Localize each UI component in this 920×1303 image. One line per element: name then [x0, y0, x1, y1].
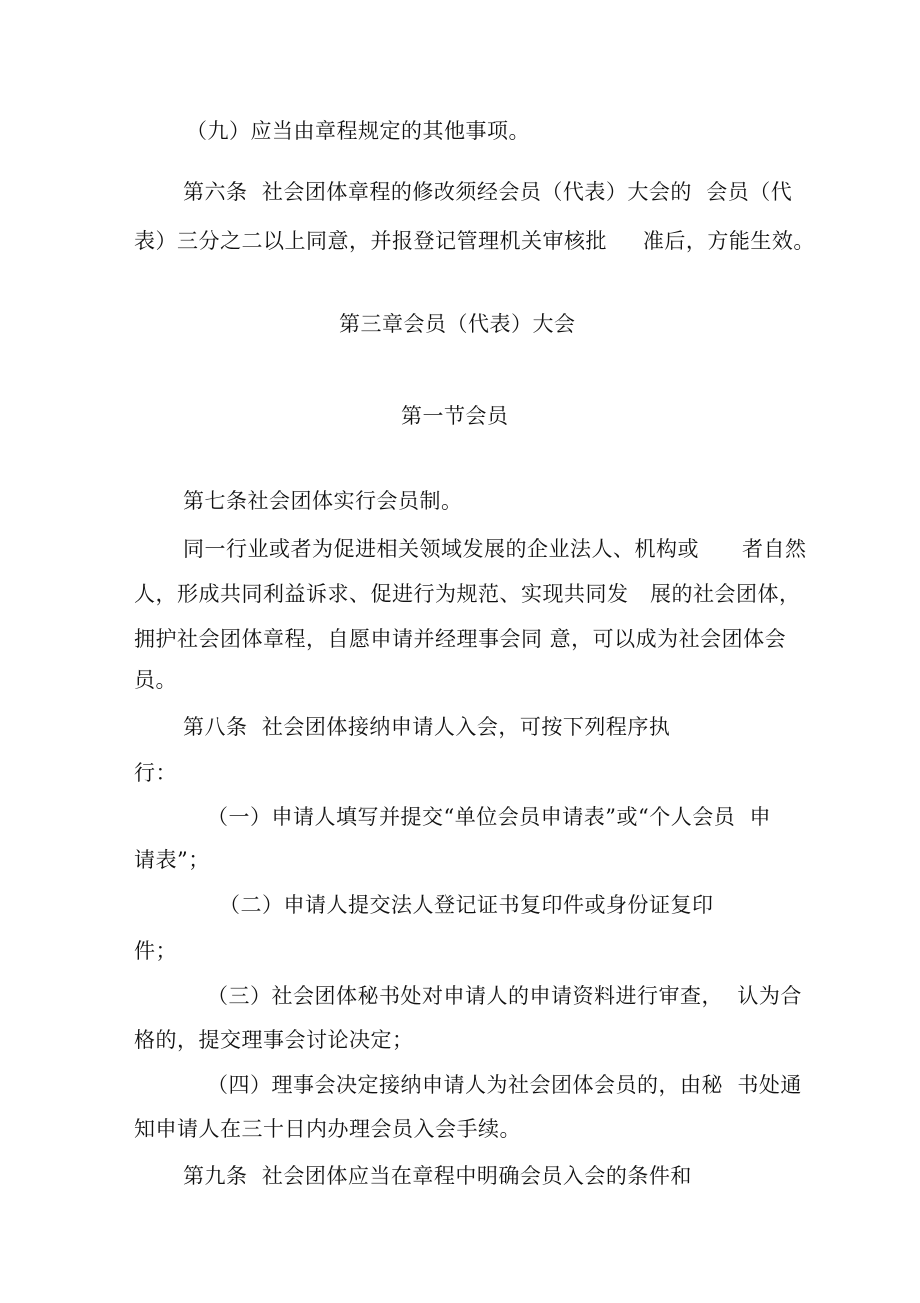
section-heading: 第一节会员: [401, 404, 509, 428]
article-eight-line-2: 行：: [134, 761, 177, 785]
article-six-line-2: 表）三分之二以上同意，并报登记管理机关审核批 准后，方能生效。: [134, 229, 815, 253]
article-eight-line-1: 第八条 社会团体接纳申请人入会，可按下列程序执: [183, 715, 671, 739]
membership-para-line-3: 拥护社会团体章程，自愿申请并经理事会同 意，可以成为社会团体会: [134, 627, 787, 651]
membership-para-line-4: 员。: [134, 668, 177, 692]
step-two-line-1: （二）申请人提交法人登记证书复印件或身份证复印: [219, 893, 714, 917]
membership-para-line-2: 人，形成共同利益诉求、促进行为规范、实现共同发 展的社会团体，: [134, 582, 801, 606]
step-one-line-2: 请表”；: [134, 848, 210, 872]
item-nine: （九）应当由章程规定的其他事项。: [186, 119, 530, 143]
step-three-line-1: （三）社会团体秘书处对申请人的申请资料进行审查， 认为合: [207, 984, 802, 1008]
membership-para-line-1: 同一行业或者为促进相关领域发展的企业法人、机构或 者自然: [183, 537, 807, 561]
step-three-line-2: 格的，提交理事会讨论决定；: [134, 1028, 414, 1052]
step-one-line-1: （一）申请人填写并提交“单位会员申请表”或“个人会员 申: [207, 805, 772, 829]
article-nine: 第九条 社会团体应当在章程中明确会员入会的条件和: [183, 1164, 692, 1188]
chapter-heading: 第三章会员（代表）大会: [339, 312, 576, 336]
article-seven: 第七条社会团体实行会员制。: [183, 489, 463, 513]
step-two-line-2: 件；: [134, 939, 177, 963]
step-four-line-1: （四）理事会决定接纳申请人为社会团体会员的，由秘 书处通: [207, 1073, 802, 1097]
step-four-line-2: 知申请人在三十日内办理会员入会手续。: [134, 1117, 521, 1141]
article-six-line-1: 第六条 社会团体章程的修改须经会员（代表）大会的 会员（代: [183, 180, 793, 204]
